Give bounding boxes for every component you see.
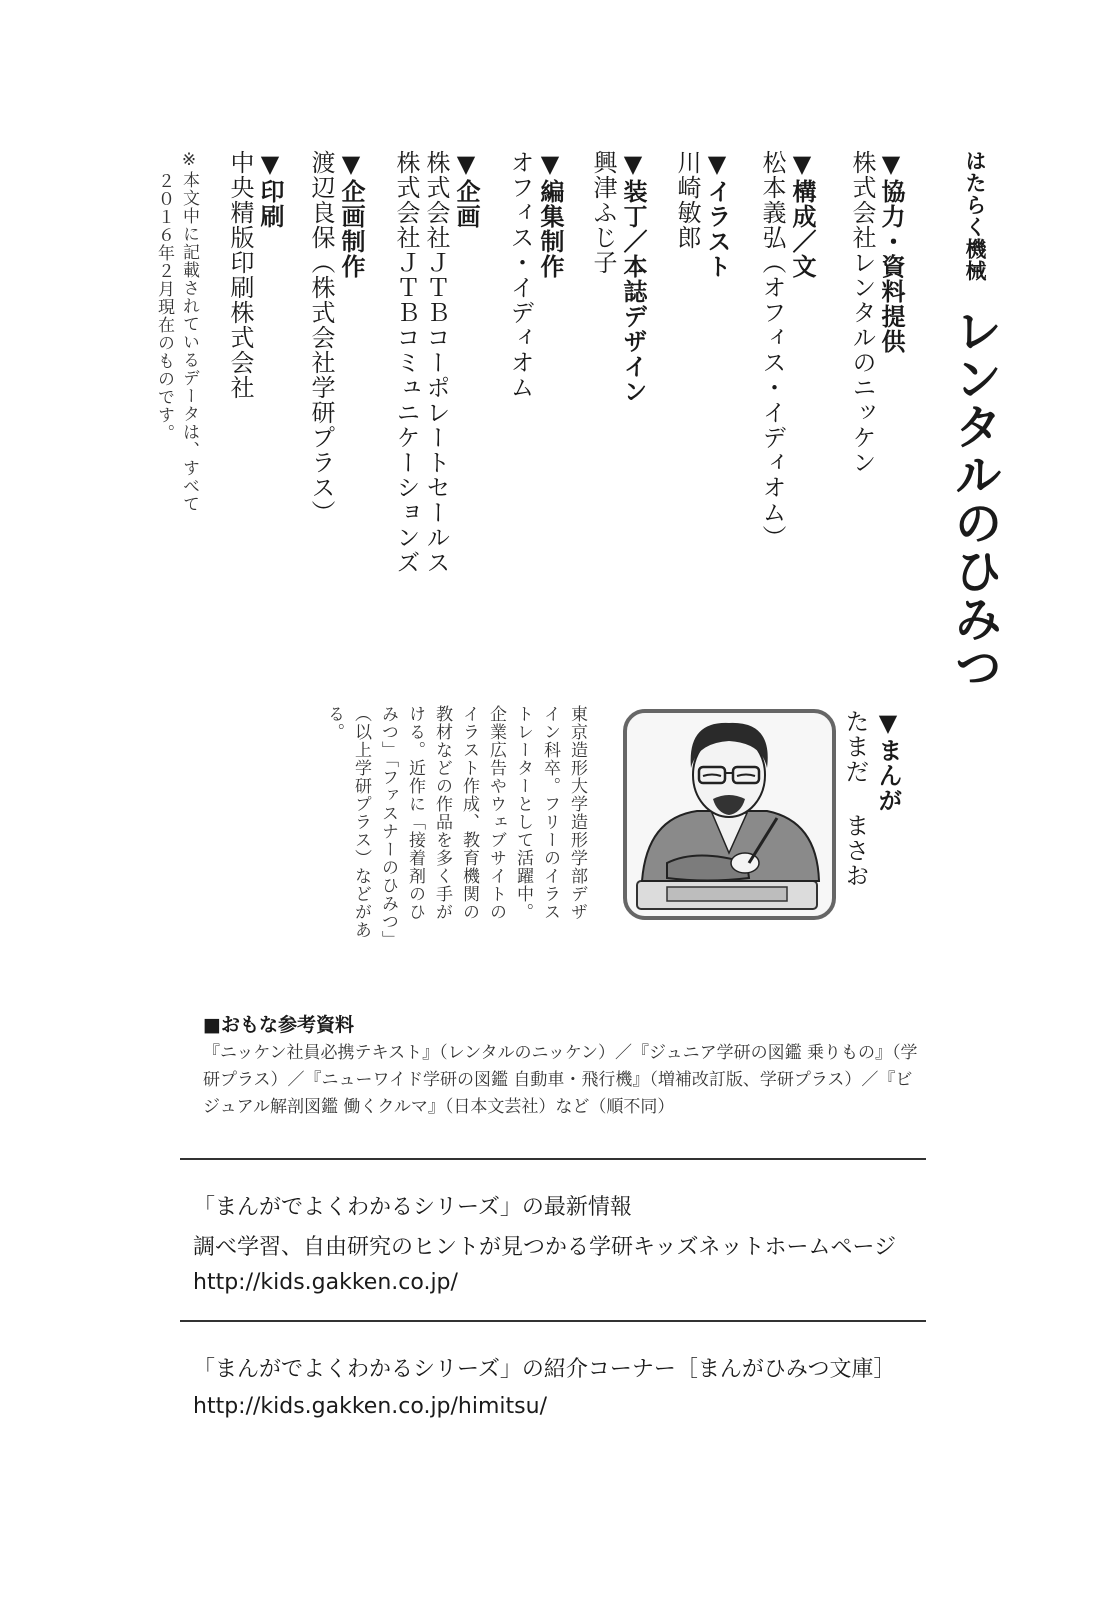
info2-line1: 「まんがでよくわかるシリーズ」の紹介コーナー［まんがひみつ文庫］	[193, 1357, 896, 1382]
bio-line-1: 東京造形大学造形学部デザ	[567, 705, 587, 921]
credit-role-design: ▼装丁／本誌デザイン	[619, 150, 647, 404]
info1-line2: 調べ学習、自由研究のヒントが見つかる学研キッズネットホームページ	[193, 1235, 897, 1260]
bio-line-7: ける。近作に「接着剤のひ	[405, 705, 425, 921]
bio-line-3: トレーターとして活躍中。	[513, 705, 533, 921]
divider-bottom	[180, 1320, 926, 1322]
note-line-2: ２０１６年２月現在のものです。	[154, 172, 174, 442]
series-label: はたらく機械	[963, 150, 987, 282]
info2-url-link[interactable]: http://kids.gakken.co.jp/himitsu/	[193, 1394, 547, 1419]
manga-role: ▼まんが	[874, 709, 902, 813]
bio-line-5: イラスト作成、教育機関の	[459, 705, 479, 921]
credit-role-writing: ▼構成／文	[788, 150, 816, 279]
artist-portrait-drawing	[627, 713, 832, 916]
bio-line-8: みつ」「ファスナーのひみつ」	[378, 705, 398, 949]
artist-portrait	[623, 709, 836, 920]
bio-line-6: 教材などの作品を多く手が	[432, 705, 452, 921]
credit-role-cooperation: ▼協力・資料提供	[877, 150, 905, 354]
note-line-1: ※本文中に記載されているデータは、すべて	[179, 150, 199, 513]
credit-role-printing: ▼印刷	[256, 150, 284, 229]
bio-line-9: （以上学研プラス）などがあ	[351, 705, 371, 939]
credit-name-planning-1: 株式会社ＪＴＢコーポレートセールス	[422, 150, 450, 575]
credit-name-printing: 中央精版印刷株式会社	[226, 150, 254, 400]
references-body: 『ニッケン社員必携テキスト』（レンタルのニッケン）／『ジュニア学研の図鑑 乗りもの』（学研プラス）／『ニューワイド学研の図鑑 自動車・飛行機』（増補改訂版、学研プラス）／『ビジュアル解剖図鑑 働くクルマ』（日本文芸社）など（順不同）	[203, 1043, 918, 1117]
credit-name-design: 興津ふじ子	[589, 150, 617, 275]
divider-top	[180, 1158, 926, 1160]
credit-name-planning-2: 株式会社ＪＴＢコミュニケーションズ	[392, 150, 420, 575]
credit-role-editing: ▼編集制作	[536, 150, 564, 279]
credit-name-plan-production: 渡辺良保（株式会社学研プラス）	[307, 150, 335, 525]
references-heading: ■おもな参考資料	[203, 1014, 354, 1036]
credit-role-planning: ▼企画	[452, 150, 480, 229]
bio-line-4: 企業広告やウェブサイトの	[486, 705, 506, 921]
credit-role-plan-production: ▼企画制作	[337, 150, 365, 279]
bio-line-2: イン科卒。フリーのイラス	[540, 705, 560, 921]
credit-name-illustration: 川崎敏郎	[673, 150, 701, 250]
info1-line1: 「まんがでよくわかるシリーズ」の最新情報	[193, 1195, 632, 1220]
book-title: レンタルのひみつ	[946, 306, 1002, 690]
credit-name-writing: 松本義弘（オフィス・イディオム）	[758, 150, 786, 550]
credit-name-editing: オフィス・イディオム	[506, 150, 534, 400]
info1-url-link[interactable]: http://kids.gakken.co.jp/	[193, 1270, 458, 1295]
credit-role-illustration: ▼イラスト	[703, 150, 731, 279]
manga-artist-name: たまだ まさお	[841, 709, 869, 888]
bio-line-10: る。	[324, 705, 344, 741]
credit-name-cooperation: 株式会社レンタルのニッケン	[848, 150, 876, 475]
